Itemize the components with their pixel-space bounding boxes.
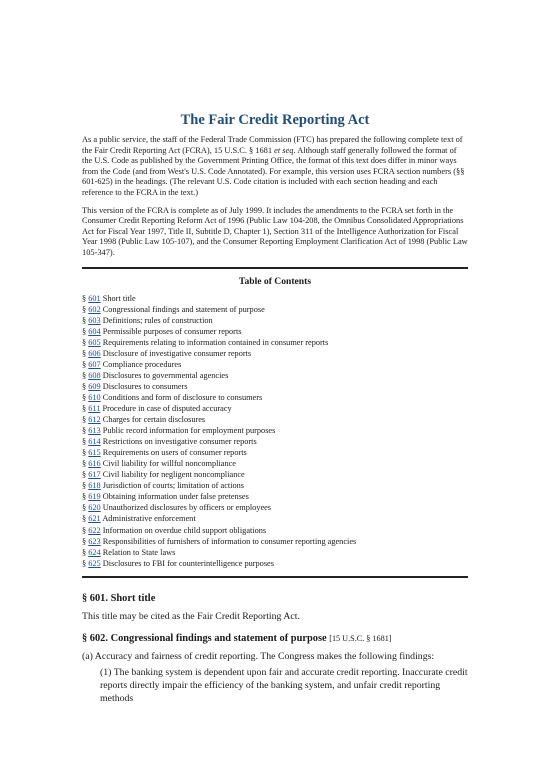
section-symbol: § bbox=[82, 514, 87, 524]
toc-item-title: Disclosure of investigative consumer reports bbox=[102, 348, 252, 358]
toc-item bbox=[82, 469, 468, 480]
toc-item-title: Requirements relating to information contained in consumer reports bbox=[102, 337, 329, 347]
toc-item-title: Requirements on users of consumer reports bbox=[102, 448, 247, 458]
toc-link-618[interactable]: 618 bbox=[88, 481, 101, 491]
toc-item-title: Congressional findings and statement of purpose bbox=[102, 304, 265, 314]
toc-link-605[interactable]: 605 bbox=[88, 337, 101, 347]
toc-item bbox=[82, 458, 468, 469]
section-symbol: § bbox=[82, 525, 87, 535]
section-symbol: § bbox=[82, 359, 87, 369]
section-symbol: § bbox=[82, 448, 87, 458]
toc-heading: Table of Contents bbox=[238, 275, 312, 287]
document-title: The Fair Credit Reporting Act bbox=[180, 112, 370, 128]
section-symbol: § bbox=[82, 415, 87, 425]
toc-item bbox=[82, 480, 468, 491]
toc-item-title: Permissible purposes of consumer reports bbox=[102, 326, 242, 336]
section-symbol: § bbox=[82, 492, 87, 502]
intro-paragraph-2: This version of the FCRA is complete as of July 1999. It includes the amendments to the FCRA set forth in the Consumer Credit Reporting Reform Act of 1996 (Public Law 104-208, the Omnibus Consolidated Appropriations Act for Fiscal Year 1997, Title II, Subtitle D, Chapter 1), Section 311 of the Intelligence Authorization for Fiscal Year 1998 (Public Law 105-107), and the Consumer Reporting Employment Clarification Act of 1998 (Public Law 105-347). bbox=[82, 205, 468, 257]
toc-item-title: Definitions; rules of construction bbox=[102, 315, 213, 325]
toc-item bbox=[82, 326, 468, 337]
toc-item-title: Charges for certain disclosures bbox=[102, 415, 206, 425]
section-symbol: § bbox=[82, 470, 87, 480]
toc-item bbox=[82, 348, 468, 359]
section-symbol: § bbox=[82, 459, 87, 469]
toc-link-612[interactable]: 612 bbox=[88, 415, 101, 425]
intro-paragraph-1: As a public service, the staff of the Federal Trade Commission (FTC) has prepared the following complete text of the Fair Credit Reporting Act (FCRA), 15 U.S.C. § 1681 et seq. Although staff generally followed the format of the U.S. Code as published by the Government Printing Office, the format of this text does differ in minor ways from the Code (and from West's U.S. Code Annotated). For example, this version uses FCRA section numbers (§§ 601-625) in the headings. (The relevant U.S. Code citation is included with each section heading and each reference to the FCRA in the text.) bbox=[82, 135, 465, 197]
toc-item bbox=[82, 359, 468, 370]
toc-item-title: Responsibilities of furnishers of information to consumer reporting agencies bbox=[102, 536, 357, 546]
toc-item-title: Procedure in case of disputed accuracy bbox=[102, 404, 232, 413]
section-symbol: § bbox=[82, 437, 87, 447]
section-symbol: § bbox=[82, 481, 87, 491]
toc-item bbox=[82, 414, 468, 425]
toc-item-title: Unauthorized disclosures by officers or employees bbox=[102, 503, 272, 513]
toc-link-615[interactable]: 615 bbox=[88, 448, 101, 458]
toc-link-613[interactable]: 613 bbox=[88, 426, 101, 436]
toc-link-622[interactable]: 622 bbox=[88, 525, 101, 535]
toc-item bbox=[82, 491, 468, 502]
section-symbol: § bbox=[82, 293, 87, 303]
toc-item-title: Civil liability for willful noncompliance bbox=[102, 459, 236, 469]
toc-item bbox=[82, 337, 468, 348]
divider-bottom bbox=[82, 576, 468, 578]
section-symbol: § bbox=[82, 348, 87, 358]
section-symbol: § bbox=[82, 315, 87, 325]
section-602-citation: [15 U.S.C. § 1681] bbox=[329, 633, 392, 643]
toc-link-609[interactable]: 609 bbox=[88, 381, 101, 391]
section-602-a: (a) Accuracy and fairness of credit reporting. The Congress makes the following findings: bbox=[82, 650, 435, 662]
toc-link-607[interactable]: 607 bbox=[88, 359, 101, 369]
toc-link-608[interactable]: 608 bbox=[88, 370, 101, 380]
section-symbol: § bbox=[82, 337, 87, 347]
toc-link-614[interactable]: 614 bbox=[88, 437, 101, 447]
toc-item bbox=[82, 370, 468, 381]
toc-link-606[interactable]: 606 bbox=[88, 348, 101, 358]
toc-item bbox=[82, 392, 468, 403]
toc-item bbox=[82, 304, 468, 315]
toc-item bbox=[82, 502, 468, 513]
section-601-text: This title may be cited as the Fair Credit Reporting Act. bbox=[82, 610, 300, 622]
toc-item-title: Relation to State laws bbox=[102, 547, 176, 557]
toc-item-title: Restrictions on investigative consumer reports bbox=[102, 437, 257, 447]
toc-link-603[interactable]: 603 bbox=[88, 315, 101, 325]
toc-item-title: Short title bbox=[102, 293, 136, 303]
toc-item bbox=[82, 447, 468, 458]
section-symbol: § bbox=[82, 503, 87, 513]
toc-item-title: Jurisdiction of courts; limitation of actions bbox=[102, 481, 245, 491]
toc-item bbox=[82, 315, 468, 326]
section-symbol: § bbox=[82, 326, 87, 336]
toc-item-title: Public record information for employment purposes bbox=[102, 426, 276, 436]
section-symbol: § bbox=[82, 558, 87, 568]
toc-item-title: Administrative enforcement bbox=[102, 514, 196, 524]
section-symbol: § bbox=[82, 547, 87, 557]
intro bbox=[82, 135, 468, 259]
section-601-heading: § 601. Short title bbox=[82, 592, 156, 604]
toc-item bbox=[82, 513, 468, 524]
toc-item-title: Obtaining information under false pretenses bbox=[102, 492, 249, 502]
toc-link-602[interactable]: 602 bbox=[88, 304, 101, 314]
toc-link-604[interactable]: 604 bbox=[88, 326, 101, 336]
toc-item bbox=[82, 547, 468, 558]
table-of-contents bbox=[82, 293, 468, 569]
toc-item-title: Civil liability for negligent noncompliance bbox=[102, 470, 245, 480]
section-symbol: § bbox=[82, 536, 87, 546]
toc-item-title: Disclosures to governmental agencies bbox=[102, 370, 229, 380]
toc-link-624[interactable]: 624 bbox=[88, 547, 101, 557]
section-symbol: § bbox=[82, 426, 87, 436]
section-602-heading: § 602. Congressional findings and statement of purpose [15 U.S.C. § 1681] bbox=[82, 632, 392, 644]
section-symbol: § bbox=[82, 370, 87, 380]
toc-link-617[interactable]: 617 bbox=[88, 470, 101, 480]
toc-link-616[interactable]: 616 bbox=[88, 459, 101, 469]
toc-item-title: Conditions and form of disclosure to consumers bbox=[102, 392, 263, 402]
toc-link-621[interactable]: 621 bbox=[88, 514, 101, 524]
toc-item bbox=[82, 536, 468, 547]
toc-item bbox=[82, 558, 468, 569]
toc-item-title: Information on overdue child support obligations bbox=[102, 525, 267, 535]
toc-link-610[interactable]: 610 bbox=[88, 392, 101, 402]
toc-link-611[interactable]: 611 bbox=[88, 404, 101, 413]
toc-item bbox=[82, 293, 468, 304]
toc-link-623[interactable]: 623 bbox=[88, 536, 101, 546]
toc-item bbox=[82, 525, 468, 536]
section-symbol: § bbox=[82, 381, 87, 391]
divider-top bbox=[82, 267, 468, 269]
toc-item-title: Disclosures to consumers bbox=[102, 381, 188, 391]
section-symbol: § bbox=[82, 392, 87, 402]
toc-link-619[interactable]: 619 bbox=[88, 492, 101, 502]
section-symbol: § bbox=[82, 404, 87, 413]
toc-link-620[interactable]: 620 bbox=[88, 503, 101, 513]
section-602-a1: (1) The banking system is dependent upon fair and accurate credit reporting. Inaccurate credit reports directly impair the efficiency of the banking system, and unfair credit reporting methods bbox=[100, 666, 468, 704]
toc-link-625[interactable]: 625 bbox=[88, 558, 101, 568]
section-symbol: § bbox=[82, 304, 87, 314]
toc-item-title: Disclosures to FBI for counterintelligence purposes bbox=[102, 558, 274, 568]
toc-item bbox=[82, 425, 468, 436]
toc-item bbox=[82, 436, 468, 447]
toc-item-title: Compliance procedures bbox=[102, 359, 182, 369]
toc-item bbox=[82, 403, 468, 414]
toc-item bbox=[82, 381, 468, 392]
toc-link-601[interactable]: 601 bbox=[88, 293, 101, 303]
